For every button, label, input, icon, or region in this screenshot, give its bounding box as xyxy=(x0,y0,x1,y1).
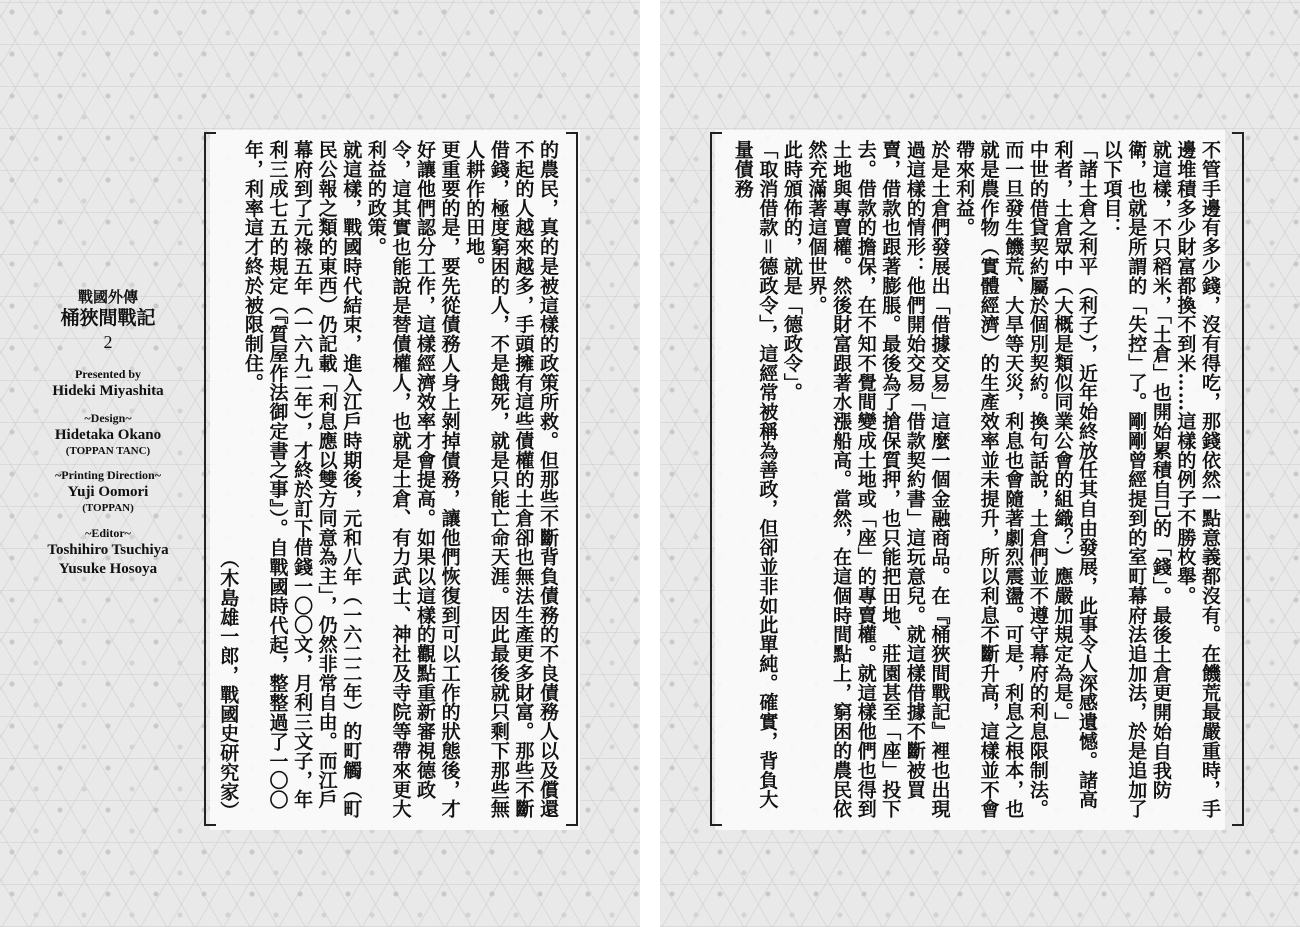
editor-name-2: Yusuke Hosoya xyxy=(58,560,158,577)
presented-by-label: Presented by xyxy=(74,367,142,381)
paragraph: 中世的借貸契約屬於個別契約。換句話說，土倉們並不遵守幕府的利息限制法。而一旦發生饑荒、大旱等天災，利息也會隨著劇烈震盪。可是，利息之根本，也就是農作物（實體經濟）的生產效率並未提升，所以利息不斷升高，這樣並不會帶來利益。 xyxy=(953,140,1049,819)
paragraph: 不管手邊有多少錢，沒有得吃，那錢依然一點意義都沒有。在饑荒最嚴重時，手邊堆積多少財富都換不到米……這樣的例子不勝枚舉。 xyxy=(1174,140,1221,819)
series-title: 戰國外傳 xyxy=(77,288,138,306)
paragraph: 就這樣，不只稻米，「土倉」也開始累積自己的「錢」。最後土倉更開始自我防衛，也就是所謂的「失控」了。剛剛曾經提到的室町幕府法追加法，於是追加了以下項目： xyxy=(1100,140,1172,819)
paragraph: 更重要的是，要先從債務人身上剝掉債務，讓他們恢復到可以工作的狀態後，才好讓他們認分工作，這樣經濟效率才會提高。如果以這樣的觀點重新審視德政令，這其實也能說是替債權人，也就是土倉、有力武士、神社及寺院等帶來更大利益的政策。 xyxy=(364,140,461,819)
design-label: ~Design~ xyxy=(84,410,132,425)
left-panel-bracket-open xyxy=(204,132,216,826)
quoted-regulation: 「諸土倉之利平（利子），近年始終放任其自由發展，此事令人深感遺憾。諸高利者，土倉眾中（大概是類似同業公會的組織？）應嚴加規定為是。」 xyxy=(1051,140,1099,809)
author-signature: （木島雄一郎，戰國史研究家） xyxy=(217,548,240,820)
editor-name-1: Toshihiro Tsuchiya xyxy=(47,541,169,558)
editor-label: ~Editor~ xyxy=(85,525,131,540)
paragraph: 就這樣，戰國時代結束，進入江戶時期後，元和八年（一六二二年）的町觸（町民公報之類的東西）仍記載「利息應以雙方同意為主」，仍然非常自由。而江戶幕府到了元祿五年（一六九二年），才終於訂下借錢一〇〇文，月利三文子，年利三成七五的規定（『質屋作法御定書之事』）。自戰國時代起，整整過了一〇〇年，利率這才終於被限制住。 xyxy=(241,140,363,819)
paragraph: 於是土倉們發展出「借據交易」這麼一個金融商品。在『桶狹間戰記』裡也出現過這樣的情形：他們開始交易「借款契約書」這玩意兒。就這樣借據不斷被買賣，借款也跟著膨脹。最後為了搶保質押，也只能把田地、莊園甚至「座」投下去。借款的擔保，在不知不覺間變成土地或「座」的專賣權。就這樣他們也得到土地與專賣權。然後財富跟著水漲船高。當然，在這個時間點上，窮困的農民依然充滿著這個世界。 xyxy=(805,140,951,819)
paragraph: 的農民，真的是被這樣的政策所救。但那些不斷背負債務的不良債務人以及償還不起的人越來越多，手頭擁有這些債權的土倉卻也無法生產更多財富。那些不斷借錢，極度窮困的人，不是餓死，就是只能亡命天涯。因此最後就只剩下那些無人耕作的田地。 xyxy=(463,140,559,819)
printing-direction-org: (TOPPAN) xyxy=(82,502,134,514)
paragraph: 「取消借款＝德政令」，這經常被稱為善政，但卻並非如此單純。確實，背負大量債務 xyxy=(731,140,779,809)
design-org: (TOPPAN TANC) xyxy=(65,444,151,457)
left-panel-bracket-close xyxy=(566,132,578,826)
page-gutter xyxy=(640,0,660,927)
design-name: Hidetaka Okano xyxy=(54,426,162,443)
book-title: 桶狹間戰記 xyxy=(60,306,156,329)
right-panel-bracket-close xyxy=(1232,132,1244,826)
printing-direction-label: ~Printing Direction~ xyxy=(55,468,161,483)
presented-by-name: Hideki Miyashita xyxy=(52,383,164,399)
printing-direction-name: Yuji Oomori xyxy=(67,484,149,501)
credits-block xyxy=(18,288,198,578)
right-panel-bracket-open xyxy=(710,132,722,826)
right-page-text xyxy=(722,140,1222,820)
left-page-text xyxy=(217,140,560,820)
volume-number: 2 xyxy=(103,331,113,352)
paragraph: 此時頒佈的，就是「德政令」。 xyxy=(780,140,803,402)
